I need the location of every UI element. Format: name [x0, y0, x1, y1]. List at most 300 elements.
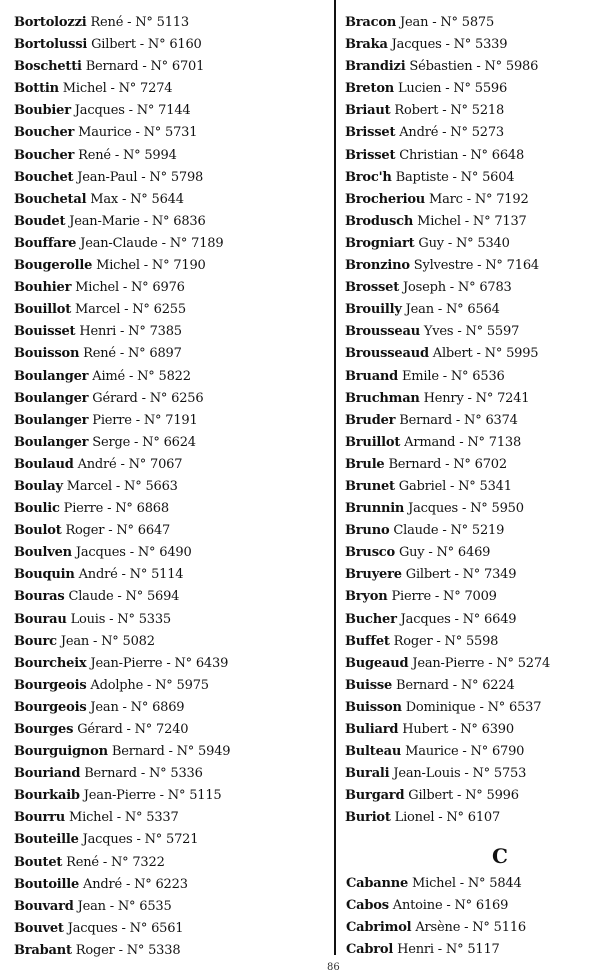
entry-number: 5949 — [198, 744, 231, 760]
entry-given-name: Yves — [423, 324, 454, 340]
entry-number-prefix: - N° — [162, 655, 196, 671]
entry-surname: Bracon — [345, 15, 397, 30]
list-item — [14, 299, 329, 321]
entry-number-prefix: - N° — [438, 125, 472, 141]
entry-number: 5721 — [166, 832, 199, 848]
entry-number-prefix: - N° — [460, 766, 494, 782]
list-item — [14, 918, 329, 940]
entry-surname: Bouriand — [14, 766, 81, 782]
entry-number: 7190 — [173, 258, 206, 274]
entry-given-name: Jacques — [408, 501, 459, 517]
list-item — [14, 211, 329, 233]
entry-number-prefix: - N° — [458, 147, 492, 163]
list-item — [14, 675, 329, 697]
entry-number-prefix: - N° — [455, 876, 490, 891]
entry-surname: Boschetti — [14, 59, 82, 75]
entry-number-prefix: - N° — [118, 280, 153, 296]
entry-given-name: Marcel — [66, 478, 112, 494]
list-item — [14, 763, 329, 785]
entry-given-name: Roger — [65, 523, 105, 539]
entry-given-name: Pierre — [391, 589, 431, 605]
entry-given-name: André — [399, 125, 439, 141]
entry-surname: Boulot — [14, 523, 62, 539]
entry-given-name: René — [66, 854, 99, 870]
entry-number: 5996 — [486, 788, 519, 804]
entry-number: 6536 — [472, 368, 505, 384]
entry-given-name: Guy — [398, 545, 425, 561]
entry-number-prefix: - N° — [120, 302, 154, 318]
entry-number-prefix: - N° — [432, 633, 466, 649]
entry-surname: Bugeaud — [345, 655, 409, 671]
entry-number-prefix: - N° — [450, 567, 485, 583]
entry-number: 5113 — [156, 15, 189, 30]
entry-given-name: Hubert — [402, 722, 449, 737]
entry-number: 5336 — [170, 766, 203, 782]
entry-number-prefix: - N° — [113, 589, 147, 605]
right-column — [345, 12, 595, 829]
entry-number: 6564 — [467, 302, 500, 318]
entry-surname: Cabrol — [346, 942, 394, 958]
entry-number-prefix: - N° — [448, 677, 483, 693]
entry-number-prefix: - N° — [448, 169, 483, 185]
entry-surname: Bouteille — [14, 832, 79, 848]
list-item — [14, 56, 329, 78]
entry-surname: Boulay — [14, 478, 63, 494]
list-item — [14, 631, 329, 653]
entry-given-name: Jean-Pierre — [412, 655, 485, 671]
list-item — [345, 56, 595, 78]
entry-number-prefix: - N° — [433, 302, 468, 318]
entry-surname: Bourkaib — [14, 788, 80, 804]
entry-surname: Bronzino — [345, 258, 410, 274]
entry-given-name: Sébastien — [409, 59, 473, 75]
entry-surname: Braka — [345, 37, 388, 53]
entry-number-prefix: - N° — [105, 898, 140, 914]
entry-number: 6790 — [491, 744, 525, 760]
list-item — [345, 299, 595, 321]
entry-number: 7322 — [132, 854, 165, 870]
entry-given-name: Bernard — [396, 677, 449, 693]
entry-surname: Brouilly — [345, 302, 402, 318]
entry-number-prefix: - N° — [104, 523, 138, 539]
entry-surname: Bruno — [345, 523, 390, 539]
section-heading-c: C — [492, 844, 508, 868]
entry-surname: Burgard — [345, 788, 405, 804]
entry-surname: Bourges — [14, 722, 74, 737]
entry-number: 6537 — [509, 699, 542, 715]
entry-number: 5340 — [477, 235, 510, 251]
entry-surname: Boulanger — [14, 434, 89, 450]
entry-number-prefix: - N° — [139, 258, 174, 274]
entry-given-name: Claude — [393, 523, 439, 539]
entry-number-prefix: - N° — [460, 920, 494, 936]
list-item — [14, 233, 329, 255]
entry-surname: Boulic — [14, 501, 60, 517]
entry-number: 7189 — [191, 235, 224, 251]
entry-number: 5273 — [471, 125, 504, 141]
list-item — [14, 388, 329, 410]
entry-surname: Burali — [345, 766, 390, 782]
entry-number: 6648 — [491, 147, 525, 163]
entry-given-name: Maurice — [405, 744, 459, 760]
entry-given-name: Dominique — [405, 699, 476, 715]
entry-given-name: Michel — [69, 810, 113, 826]
entry-surname: Bulteau — [345, 744, 402, 760]
entry-number: 5798 — [170, 169, 204, 185]
entry-number-prefix: - N° — [473, 258, 507, 274]
entry-given-name: Sylvestre — [413, 258, 474, 274]
list-item — [14, 432, 329, 454]
entry-number-prefix: - N° — [441, 456, 475, 472]
entry-number-prefix: - N° — [453, 324, 487, 340]
entry-number-prefix: - N° — [112, 810, 147, 826]
entry-number: 6649 — [484, 611, 517, 627]
entry-number: 6169 — [475, 898, 509, 914]
entry-surname: Bouvard — [14, 898, 74, 914]
entry-surname: Brocheriou — [345, 191, 426, 207]
entry-number-prefix: - N° — [155, 788, 190, 804]
entry-number: 6976 — [152, 280, 185, 296]
entry-number-prefix: - N° — [136, 766, 171, 782]
entry-given-name: Guy — [418, 235, 444, 251]
list-item — [345, 741, 595, 763]
list-item — [14, 145, 329, 167]
section-c-list — [346, 873, 596, 961]
entry-given-name: Albert — [432, 346, 473, 362]
list-item — [14, 542, 329, 564]
entry-number: 5975 — [176, 677, 209, 693]
entry-number-prefix: - N° — [115, 346, 150, 362]
entry-number-prefix: - N° — [424, 545, 458, 561]
entry-number: 5339 — [475, 37, 508, 53]
entry-given-name: Jacques — [67, 920, 118, 936]
entry-surname: Bourru — [14, 810, 66, 826]
entry-number-prefix: - N° — [105, 611, 139, 627]
entry-number: 5597 — [486, 324, 520, 340]
list-item — [14, 564, 329, 586]
entry-number: 5731 — [165, 125, 198, 141]
entry-number: 6490 — [159, 545, 192, 561]
entry-given-name: Roger — [75, 942, 115, 958]
list-item — [14, 277, 329, 299]
entry-number: 5844 — [489, 876, 522, 891]
entry-number: 7144 — [158, 103, 191, 119]
list-item — [14, 321, 329, 343]
entry-surname: Boulanger — [14, 368, 89, 384]
entry-number-prefix: - N° — [455, 434, 489, 450]
entry-number: 5950 — [491, 501, 524, 517]
entry-number-prefix: - N° — [445, 280, 480, 296]
entry-given-name: Maurice — [78, 125, 132, 141]
list-item — [345, 476, 595, 498]
entry-number: 6869 — [152, 699, 185, 715]
list-item — [14, 255, 329, 277]
list-item — [345, 233, 595, 255]
entry-number-prefix: - N° — [125, 545, 160, 561]
entry-given-name: Jean — [77, 898, 106, 914]
entry-given-name: René — [78, 147, 111, 163]
entry-number-prefix: - N° — [124, 103, 159, 119]
entry-number-prefix: - N° — [139, 213, 174, 229]
entry-number-prefix: - N° — [450, 611, 485, 627]
list-item — [345, 343, 595, 365]
entry-number-prefix: - N° — [164, 744, 199, 760]
entry-number: 6255 — [153, 302, 186, 318]
list-item — [14, 807, 329, 829]
entry-number: 7138 — [488, 434, 522, 450]
entry-number-prefix: - N° — [458, 501, 492, 517]
entry-surname: Bortolussi — [14, 37, 88, 53]
entry-number: 6647 — [137, 523, 171, 539]
entry-number-prefix: - N° — [103, 501, 137, 517]
entry-number-prefix: - N° — [460, 213, 495, 229]
entry-number: 6256 — [171, 390, 204, 406]
entry-given-name: Gabriel — [398, 478, 447, 494]
entry-surname: Cabos — [346, 898, 389, 914]
entry-number-prefix: - N° — [462, 191, 497, 207]
entry-given-name: Gérard — [92, 390, 138, 406]
list-item — [14, 189, 329, 211]
list-item — [345, 34, 595, 56]
entry-number-prefix: - N° — [472, 346, 507, 362]
entry-given-name: Joseph — [402, 280, 446, 296]
entry-given-name: René — [90, 15, 124, 30]
entry-given-name: Arsène — [415, 920, 461, 936]
entry-surname: Bouillot — [14, 302, 72, 318]
list-item — [345, 167, 595, 189]
entry-number-prefix: - N° — [118, 191, 152, 207]
entry-number: 6897 — [149, 346, 182, 362]
entry-number-prefix: - N° — [428, 15, 462, 30]
entry-given-name: Jean-Pierre — [90, 655, 163, 671]
list-item — [14, 100, 329, 122]
list-item — [345, 631, 595, 653]
list-item — [345, 410, 595, 432]
entry-number: 7009 — [464, 589, 497, 605]
entry-number-prefix: - N° — [117, 567, 152, 583]
entry-number-prefix: - N° — [451, 412, 486, 428]
entry-given-name: Henri — [397, 942, 434, 958]
list-item — [345, 520, 595, 542]
entry-number: 5644 — [151, 191, 184, 207]
entry-number: 7274 — [140, 81, 173, 97]
list-item — [345, 255, 595, 277]
entry-number-prefix: - N° — [138, 59, 172, 75]
entry-given-name: Michel — [75, 280, 119, 296]
list-item — [14, 609, 329, 631]
entry-number-prefix: - N° — [475, 699, 510, 715]
entry-number: 6535 — [139, 898, 172, 914]
list-item — [14, 653, 329, 675]
list-item — [14, 476, 329, 498]
list-item — [345, 542, 595, 564]
entry-surname: Bouffare — [14, 235, 77, 251]
list-item — [14, 167, 329, 189]
entry-given-name: Bernard — [111, 744, 165, 760]
entry-number-prefix: - N° — [116, 324, 150, 340]
entry-given-name: Jacques — [74, 103, 125, 119]
entry-number-prefix: - N° — [111, 478, 146, 494]
entry-number-prefix: - N° — [114, 942, 149, 958]
entry-surname: Bruand — [345, 368, 399, 384]
entry-number-prefix: - N° — [472, 59, 506, 75]
entry-given-name: Adolphe — [90, 677, 144, 693]
entry-number: 6107 — [467, 810, 501, 826]
entry-number: 6224 — [482, 677, 515, 693]
entry-number-prefix: - N° — [137, 169, 171, 185]
entry-given-name: Michel — [412, 876, 456, 891]
list-item — [14, 12, 329, 34]
entry-number: 5598 — [465, 633, 499, 649]
list-item — [345, 366, 595, 388]
entry-given-name: Bernard — [388, 456, 442, 472]
entry-given-name: Jean — [90, 699, 119, 715]
list-item — [14, 874, 329, 896]
list-item — [14, 896, 329, 918]
entry-number: 5604 — [482, 169, 515, 185]
entry-number: 5117 — [467, 942, 500, 958]
entry-number: 5274 — [517, 655, 551, 671]
list-item — [345, 277, 595, 299]
entry-surname: Boucher — [14, 147, 75, 163]
entry-surname: Brusco — [345, 545, 395, 561]
entry-surname: Bortolozzi — [14, 15, 87, 30]
entry-number: 6439 — [195, 655, 229, 671]
entry-number: 5218 — [471, 103, 505, 119]
entry-number-prefix: - N° — [116, 456, 151, 472]
entry-number: 5995 — [506, 346, 539, 362]
entry-given-name: Bernard — [399, 412, 452, 428]
entry-surname: Brule — [345, 456, 385, 472]
entry-number-prefix: - N° — [441, 37, 476, 53]
entry-number: 6624 — [163, 434, 196, 450]
entry-number: 5994 — [144, 147, 177, 163]
entry-number: 7349 — [484, 567, 517, 583]
entry-surname: Boucher — [14, 125, 75, 141]
entry-surname: Boulven — [14, 545, 72, 561]
entry-number: 5753 — [493, 766, 527, 782]
entry-surname: Bourgeois — [14, 677, 87, 693]
entry-surname: Brabant — [14, 942, 72, 958]
list-item — [345, 719, 595, 741]
entry-given-name: Bernard — [85, 59, 139, 75]
entry-number-prefix: - N° — [434, 810, 468, 826]
entry-surname: Bruyere — [345, 567, 402, 583]
entry-given-name: Bernard — [84, 766, 137, 782]
entry-surname: Buliard — [345, 722, 399, 737]
entry-number-prefix: - N° — [453, 788, 487, 804]
list-item — [345, 564, 595, 586]
entry-given-name: Jean-Pierre — [83, 788, 156, 804]
entry-given-name: Jacques — [391, 37, 442, 53]
list-item — [345, 807, 595, 829]
entry-given-name: Jacques — [400, 611, 451, 627]
entry-number: 7164 — [506, 258, 539, 274]
list-item — [14, 586, 329, 608]
entry-given-name: Marcel — [74, 302, 121, 318]
list-item — [14, 454, 329, 476]
entry-number: 6223 — [155, 876, 188, 892]
entry-given-name: Jean — [405, 302, 434, 318]
entry-number-prefix: - N° — [143, 677, 177, 693]
entry-given-name: André — [83, 876, 123, 892]
entry-surname: Bruder — [345, 412, 396, 428]
entry-given-name: Jean — [400, 15, 429, 30]
entry-given-name: Michel — [417, 213, 461, 229]
entry-surname: Bouhier — [14, 280, 72, 296]
left-column — [14, 12, 329, 962]
entry-surname: Bouvet — [14, 920, 64, 936]
entry-number: 7385 — [149, 324, 182, 340]
entry-surname: Bougerolle — [14, 258, 93, 274]
entry-given-name: Armand — [404, 434, 456, 450]
entry-surname: Breton — [345, 81, 395, 97]
list-item — [14, 410, 329, 432]
page-number: 86 — [327, 962, 340, 973]
list-item — [14, 741, 329, 763]
entry-number: 6702 — [474, 456, 507, 472]
entry-given-name: Jean-Louis — [393, 766, 461, 782]
entry-number: 6783 — [479, 280, 512, 296]
entry-surname: Buffet — [345, 633, 390, 649]
entry-number-prefix: - N° — [125, 368, 159, 384]
list-item — [345, 78, 595, 100]
entry-surname: Bucher — [345, 611, 397, 627]
entry-number-prefix: - N° — [131, 412, 166, 428]
entry-surname: Brogniart — [345, 235, 415, 251]
entry-number-prefix: - N° — [106, 81, 141, 97]
entry-surname: Buriot — [345, 810, 391, 826]
entry-given-name: André — [77, 456, 117, 472]
list-item — [14, 34, 329, 56]
entry-number: 6836 — [173, 213, 206, 229]
entry-surname: Bourgeois — [14, 699, 87, 715]
list-item — [346, 873, 596, 895]
entry-given-name: Michel — [96, 258, 140, 274]
entry-surname: Broc'h — [345, 169, 392, 185]
list-item — [346, 939, 596, 961]
entry-number: 5822 — [158, 368, 191, 384]
entry-number-prefix: - N° — [98, 854, 133, 870]
entry-number: 7241 — [497, 390, 530, 406]
entry-surname: Buisson — [345, 699, 402, 715]
list-item — [14, 785, 329, 807]
list-item — [14, 78, 329, 100]
entry-given-name: Lucien — [397, 81, 442, 97]
entry-number: 5116 — [493, 920, 526, 936]
list-item — [14, 829, 329, 851]
entry-surname: Brandizi — [345, 59, 406, 75]
entry-number: 7191 — [165, 412, 198, 428]
entry-given-name: Antoine — [392, 898, 443, 914]
list-item — [345, 653, 595, 675]
entry-surname: Bourguignon — [14, 744, 108, 760]
entry-surname: Bouisson — [14, 346, 80, 362]
entry-number: 5986 — [505, 59, 539, 75]
entry-number: 5338 — [148, 942, 181, 958]
entry-surname: Boulanger — [14, 390, 89, 406]
entry-number-prefix: - N° — [484, 655, 518, 671]
entry-number: 6469 — [457, 545, 491, 561]
entry-given-name: Jean — [60, 633, 90, 649]
entry-number-prefix: - N° — [122, 722, 157, 737]
list-item — [345, 586, 595, 608]
list-item — [14, 697, 329, 719]
entry-given-name: Jacques — [82, 832, 133, 848]
entry-number-prefix: - N° — [443, 235, 478, 251]
entry-surname: Boulaud — [14, 456, 74, 472]
entry-number-prefix: - N° — [430, 589, 465, 605]
